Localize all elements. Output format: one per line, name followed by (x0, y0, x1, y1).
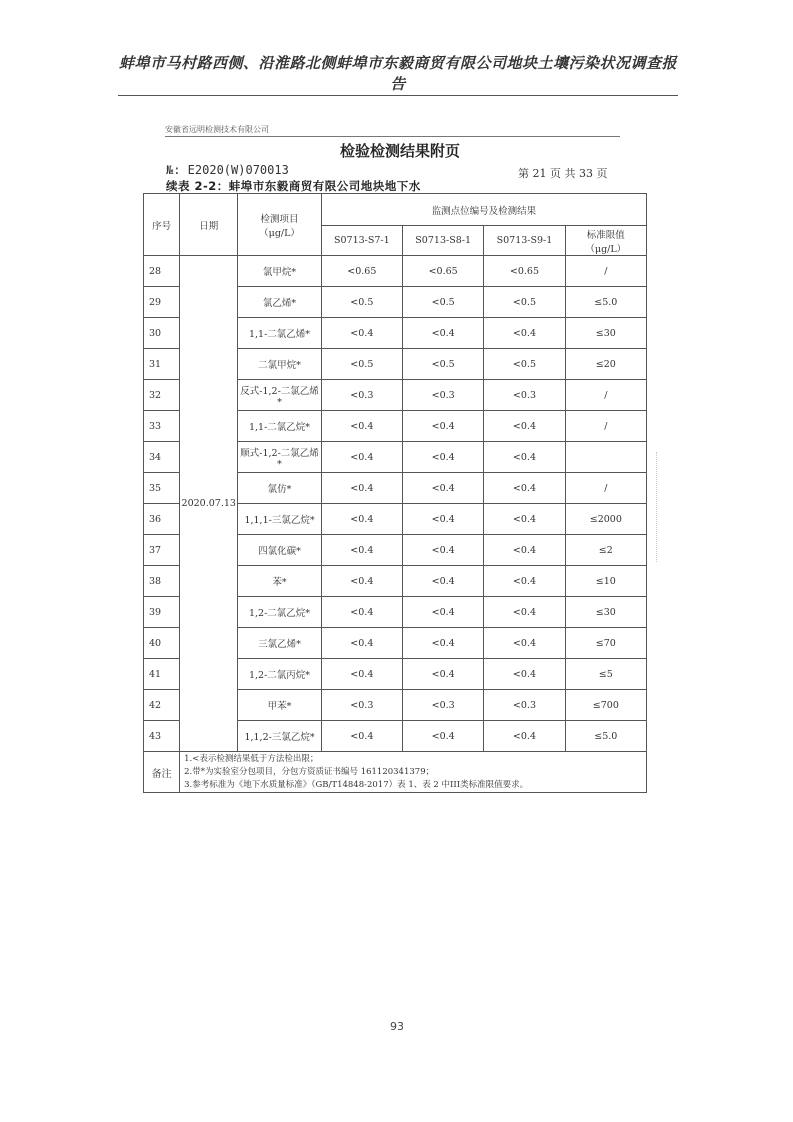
cell-item: 顺式-1,2-二氯乙烯* (238, 442, 321, 473)
report-header: 蚌埠市马村路西侧、沿淮路北侧蚌埠市东毅商贸有限公司地块土壤污染状况调查报告 (118, 52, 678, 96)
cell-s9: <0.4 (484, 721, 565, 752)
cell-seq: 36 (144, 504, 180, 535)
cell-item: 氯乙烯* (238, 287, 321, 318)
cell-s7: <0.4 (321, 318, 402, 349)
cell-s9: <0.3 (484, 380, 565, 411)
cell-item: 甲苯* (238, 690, 321, 721)
cell-s8: <0.4 (403, 628, 484, 659)
results-table (143, 193, 647, 793)
cell-s8: <0.5 (403, 287, 484, 318)
notes-label: 备注 (144, 752, 180, 793)
cell-s8: <0.4 (403, 566, 484, 597)
cell-s9: <0.4 (484, 535, 565, 566)
note-2: 2.带*为实验室分包项目，分包方资质证书编号 161120341379； (184, 766, 435, 777)
cell-seq: 35 (144, 473, 180, 504)
cell-s8: <0.3 (403, 690, 484, 721)
cell-s7: <0.65 (321, 256, 402, 287)
table-row (144, 256, 647, 287)
cell-s7: <0.4 (321, 721, 402, 752)
cell-s8: <0.4 (403, 597, 484, 628)
cell-s7: <0.5 (321, 287, 402, 318)
cell-standard: ≤30 (565, 318, 646, 349)
cell-s9: <0.4 (484, 318, 565, 349)
cell-seq: 32 (144, 380, 180, 411)
cell-s7: <0.3 (321, 690, 402, 721)
notes-row (144, 752, 647, 793)
header-item: 检测项目 （μg/L） (238, 194, 321, 256)
cell-standard: ≤5 (565, 659, 646, 690)
cell-s9: <0.4 (484, 504, 565, 535)
cell-standard: ≤30 (565, 597, 646, 628)
cell-standard: ≤70 (565, 628, 646, 659)
cell-standard: / (565, 411, 646, 442)
cell-item: 1,1-二氯乙烷* (238, 411, 321, 442)
cell-item: 氯仿* (238, 473, 321, 504)
cell-s8: <0.4 (403, 721, 484, 752)
report-number: №: E2020(W)070013 (166, 163, 289, 177)
header-point-s7: S0713-S7-1 (321, 226, 402, 256)
notes-body (180, 752, 647, 793)
header-group: 监测点位编号及检测结果 (321, 194, 646, 226)
cell-s8: <0.65 (403, 256, 484, 287)
cell-s9: <0.3 (484, 690, 565, 721)
cell-seq: 29 (144, 287, 180, 318)
header-date: 日期 (180, 194, 238, 256)
cell-s8: <0.4 (403, 535, 484, 566)
header-standard: 标准限值 （μg/L） (565, 226, 646, 256)
cell-item: 1,1-二氯乙烯* (238, 318, 321, 349)
cell-item: 二氯甲烷* (238, 349, 321, 380)
cell-standard: ≤700 (565, 690, 646, 721)
cell-s7: <0.4 (321, 535, 402, 566)
cell-s7: <0.5 (321, 349, 402, 380)
cell-standard: ≤20 (565, 349, 646, 380)
cell-item: 1,1,1-三氯乙烷* (238, 504, 321, 535)
cell-s8: <0.4 (403, 442, 484, 473)
cell-standard (565, 442, 646, 473)
cell-seq: 37 (144, 535, 180, 566)
cell-seq: 38 (144, 566, 180, 597)
cell-standard: ≤2000 (565, 504, 646, 535)
cell-item: 1,2-二氯丙烷* (238, 659, 321, 690)
cell-item: 反式-1,2-二氯乙烯* (238, 380, 321, 411)
cell-s9: <0.4 (484, 566, 565, 597)
cell-s8: <0.4 (403, 504, 484, 535)
cell-seq: 33 (144, 411, 180, 442)
cell-s8: <0.4 (403, 473, 484, 504)
cell-item: 1,1,2-三氯乙烷* (238, 721, 321, 752)
page-title: 检验检测结果附页 (339, 142, 460, 160)
cell-s9: <0.5 (484, 287, 565, 318)
cell-standard: ≤10 (565, 566, 646, 597)
note-3: 3.参考标准为《地下水质量标准》（GB/T14848-2017）表 1、表 2 中III类标准限值要求。 (184, 779, 529, 790)
cell-standard: / (565, 473, 646, 504)
cell-s9: <0.4 (484, 597, 565, 628)
margin-stamp-mark (656, 452, 665, 562)
cell-s7: <0.4 (321, 411, 402, 442)
cell-s7: <0.4 (321, 473, 402, 504)
cell-s7: <0.4 (321, 659, 402, 690)
cell-s9: <0.4 (484, 411, 565, 442)
cell-item: 苯* (238, 566, 321, 597)
cell-standard: ≤5.0 (565, 287, 646, 318)
cell-seq: 42 (144, 690, 180, 721)
cell-s9: <0.65 (484, 256, 565, 287)
header-point-s9: S0713-S9-1 (484, 226, 565, 256)
cell-s9: <0.5 (484, 349, 565, 380)
header-row (144, 194, 647, 226)
cell-s9: <0.4 (484, 659, 565, 690)
cell-seq: 41 (144, 659, 180, 690)
cell-standard: ≤2 (565, 535, 646, 566)
cell-s7: <0.4 (321, 442, 402, 473)
cell-s8: <0.4 (403, 318, 484, 349)
cell-standard: / (565, 380, 646, 411)
cell-seq: 31 (144, 349, 180, 380)
cell-s9: <0.4 (484, 473, 565, 504)
header-point-s8: S0713-S8-1 (403, 226, 484, 256)
cell-item: 氯甲烷* (238, 256, 321, 287)
cell-seq: 39 (144, 597, 180, 628)
page-count: 第 21 页 共 33 页 (518, 167, 608, 180)
cell-s7: <0.3 (321, 380, 402, 411)
cell-standard: / (565, 256, 646, 287)
cell-item: 三氯乙烯* (238, 628, 321, 659)
cell-seq: 43 (144, 721, 180, 752)
cell-s7: <0.4 (321, 566, 402, 597)
header-seq: 序号 (144, 194, 180, 256)
cell-s7: <0.4 (321, 597, 402, 628)
cell-s8: <0.5 (403, 349, 484, 380)
cell-s8: <0.4 (403, 411, 484, 442)
cell-standard: ≤5.0 (565, 721, 646, 752)
cell-s8: <0.4 (403, 659, 484, 690)
table-subtitle: 续表 2-2：蚌埠市东毅商贸有限公司地块地下水 (166, 179, 421, 193)
cell-s9: <0.4 (484, 628, 565, 659)
cell-seq: 34 (144, 442, 180, 473)
cell-date: 2020.07.13 (180, 256, 238, 752)
page-number: 93 (390, 1020, 404, 1033)
note-1: 1.<表示检测结果低于方法检出限； (184, 753, 319, 764)
cell-s7: <0.4 (321, 628, 402, 659)
company-name: 安徽省远明检测技术有限公司 (165, 124, 620, 137)
cell-s7: <0.4 (321, 504, 402, 535)
cell-seq: 30 (144, 318, 180, 349)
cell-seq: 28 (144, 256, 180, 287)
cell-seq: 40 (144, 628, 180, 659)
table-body (144, 256, 647, 752)
cell-s9: <0.4 (484, 442, 565, 473)
cell-item: 四氯化碳* (238, 535, 321, 566)
cell-s8: <0.3 (403, 380, 484, 411)
cell-item: 1,2-二氯乙烷* (238, 597, 321, 628)
